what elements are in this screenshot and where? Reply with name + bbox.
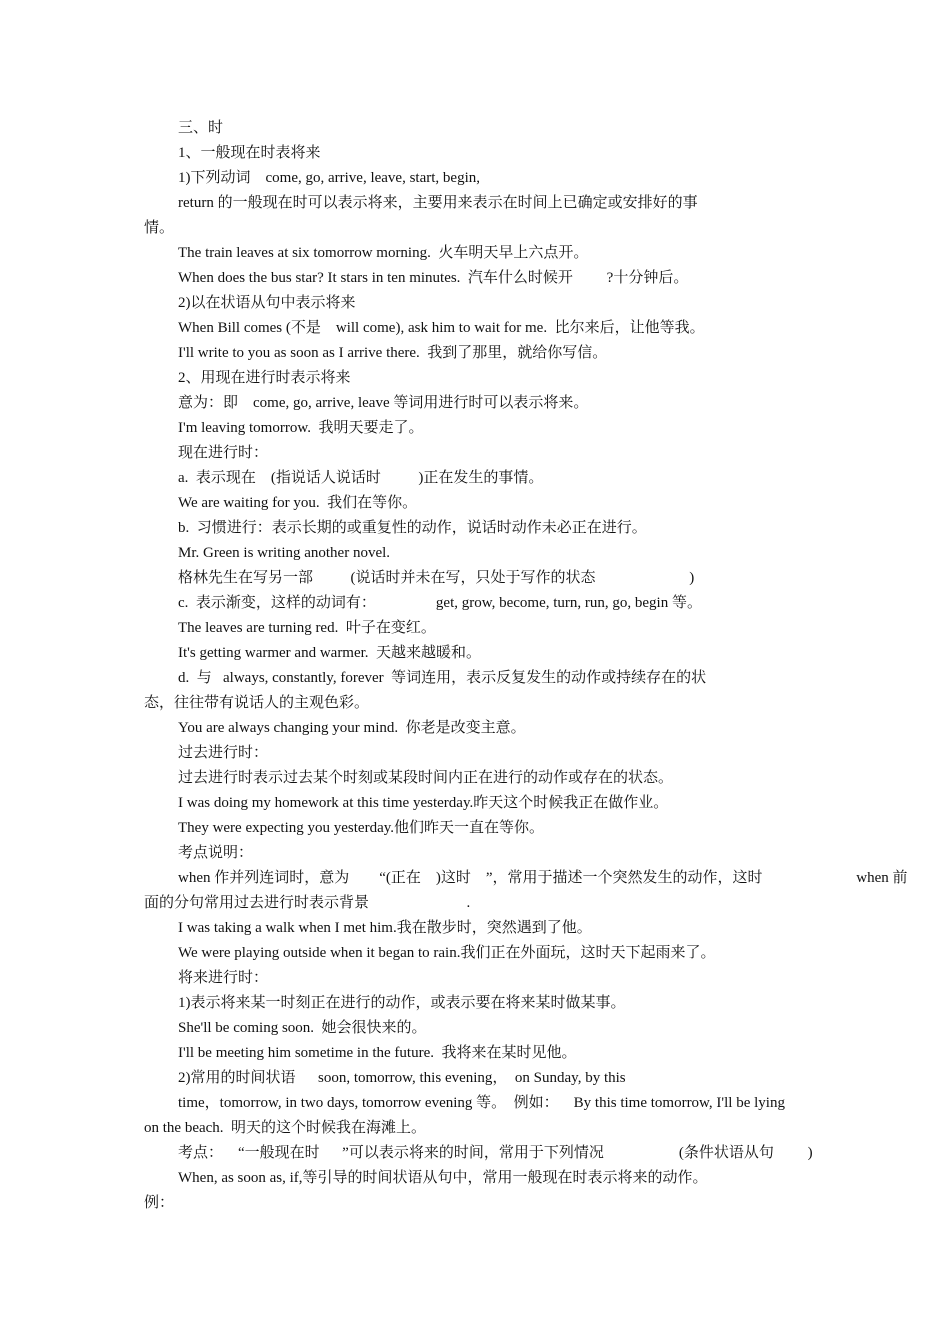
example-sentence: You are always changing your mind. 你老是改变主意。: [178, 720, 526, 736]
text-line: 考点： “一般现在时 ”可以表示将来的时间，常用于下列情况 (条件状语从句 ): [178, 1145, 813, 1161]
text-line: 1)下列动词 come, go, arrive, leave, start, begin,: [178, 170, 480, 186]
example-sentence: Mr. Green is writing another novel.: [178, 545, 391, 561]
text-line: d. 与 always, constantly, forever 等词连用，表示反复发生的动作或持续存在的状: [178, 670, 707, 686]
subsection-heading: 考点说明：: [178, 845, 254, 861]
text-line: return 的一般现在时可以表示将来，主要用来表示在时间上已确定或安排好的事: [178, 195, 698, 211]
example-sentence: It's getting warmer and warmer. 天越来越暖和。: [178, 645, 482, 661]
section-heading: 三、时: [178, 120, 224, 136]
example-sentence: The leaves are turning red. 叶子在变红。: [178, 620, 436, 636]
example-sentence: She'll be coming soon. 她会很快来的。: [178, 1020, 427, 1036]
example-sentence: I was taking a walk when I met him.我在散步时，突然遇到了他。: [178, 920, 592, 936]
text-line: c. 表示渐变，这样的动词有： get, grow, become, turn, run, go, begin 等。: [178, 595, 702, 611]
text-line: time，tomorrow, in two days, tomorrow evening 等。 例如： By this time tomorrow, I'll be lying: [178, 1095, 785, 1111]
text-line: b. 习惯进行：表示长期的或重复性的动作，说话时动作未必正在进行。: [178, 520, 647, 536]
text-line: 意为：即 come, go, arrive, leave 等词用进行时可以表示将来。: [178, 395, 589, 411]
example-sentence: We were playing outside when it began to rain.我们正在外面玩，这时天下起雨来了。: [178, 945, 716, 961]
text-line: 情。: [144, 220, 175, 236]
example-sentence: When Bill comes (不是 will come), ask him to wait for me. 比尔来后，让他等我。: [178, 320, 705, 336]
text-line: 2)以在状语从句中表示将来: [178, 295, 356, 311]
example-sentence: They were expecting you yesterday.他们昨天一直在等你。: [178, 820, 545, 836]
subsection-heading: 现在进行时：: [178, 445, 269, 461]
text-line: 例：: [144, 1195, 175, 1211]
subsection-heading: 2、用现在进行时表示将来: [178, 370, 351, 386]
subsection-heading: 将来进行时：: [178, 970, 269, 986]
text-line: on the beach. 明天的这个时候我在海滩上。: [144, 1120, 427, 1136]
text-line: 格林先生在写另一部 (说话时并未在写，只处于写作的状态 ): [178, 570, 695, 586]
text-line: 1)表示将来某一时刻正在进行的动作，或表示要在将来某时做某事。: [178, 995, 626, 1011]
text-line: a. 表示现在 (指说话人说话时 )正在发生的事情。: [178, 470, 544, 486]
subsection-heading: 1、一般现在时表将来: [178, 145, 321, 161]
text-line: when 作并列连词时，意为 “(正在 )这时 ”，常用于描述一个突然发生的动作，这时 when 前: [178, 870, 908, 886]
text-line: When, as soon as, if,等引导的时间状语从句中，常用一般现在时表示将来的动作。: [178, 1170, 708, 1186]
text-line: 2)常用的时间状语 soon, tomorrow, this evening， on Sunday, by this: [178, 1070, 626, 1086]
example-sentence: The train leaves at six tomorrow morning. 火车明天早上六点开。: [178, 245, 589, 261]
example-sentence: When does the bus star? It stars in ten minutes. 汽车什么时候开 ?十分钟后。: [178, 270, 689, 286]
example-sentence: I'm leaving tomorrow. 我明天要走了。: [178, 420, 424, 436]
example-sentence: I'll write to you as soon as I arrive there. 我到了那里，就给你写信。: [178, 345, 608, 361]
example-sentence: I'll be meeting him sometime in the future. 我将来在某时见他。: [178, 1045, 577, 1061]
subsection-heading: 过去进行时：: [178, 745, 269, 761]
text-line: 面的分句常用过去进行时表示背景 .: [144, 895, 471, 911]
text-line: 态，往往带有说话人的主观色彩。: [144, 695, 370, 711]
example-sentence: We are waiting for you. 我们在等你。: [178, 495, 418, 511]
text-line: 过去进行时表示过去某个时刻或某段时间内正在进行的动作或存在的状态。: [178, 770, 674, 786]
example-sentence: I was doing my homework at this time yesterday.昨天这个时候我正在做作业。: [178, 795, 669, 811]
